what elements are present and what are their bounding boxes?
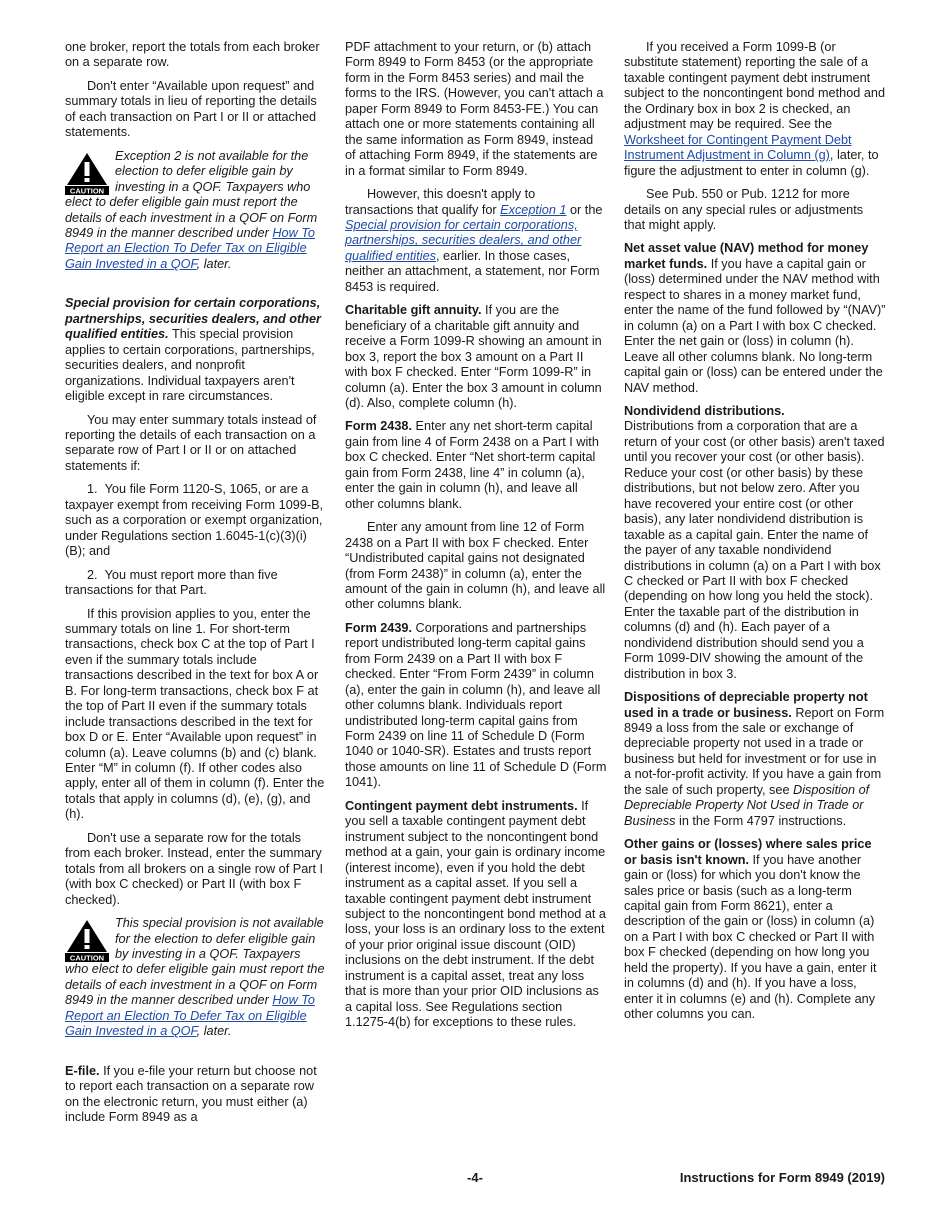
form-2439-text: Corporations and partnerships report undistributed long-term capital gains from Form 2439 on a Part II with box F checked. Enter “From Form 2439” in column (a), enter the gain in column (h), and leave all other columns blank. Individuals report undistributed long-term capital gains from Form 2439 on line 11 of Schedule D (Form 1040 or 1040-SR). Estates and trusts report those amounts on line 11 of Schedule D (Form 1041).: [345, 620, 607, 790]
paragraph: See Pub. 550 or Pub. 1212 for more details on any special rules or adjustments that might apply.: [624, 187, 864, 232]
page-footer: [65, 1170, 885, 1188]
page-number: -4-: [467, 1170, 483, 1185]
caution-icon: [65, 918, 109, 962]
special-provision-section: [65, 296, 327, 404]
text: , earlier. In those cases, neither an attachment, a statement, nor Form 8453 is required.: [345, 248, 600, 294]
column-2: [345, 40, 607, 1039]
paragraph: Don't use a separate row for the totals from each broker. Instead, enter the summary totals from all brokers on a single row of Part I (with box C checked) or Part II (with box F checked).: [65, 830, 324, 907]
special-provision-text: This special provision applies to certain corporations, partnerships, securities dealers, and nonprofit organizations. Individual taxpayers aren't eligible except in rare circumstances.: [65, 327, 315, 404]
charitable-section: [345, 303, 607, 411]
nav-section: [624, 241, 886, 396]
caution-text: This special provision is not available for the election to defer eligible gain by investing in a QOF. Taxpayers who elect to defer eligible gain must report the details of each investment in a QOF on Form 8949 in the manner described under: [65, 916, 325, 1008]
charitable-text: If you are the beneficiary of a charitable gift annuity and receive a Form 1099-R showing an amount in box 3, report the box 3 amount on a Part II with box F checked. Enter “Form 1099-R” in column (a). Enter the box 3 amount in column (d). Also, complete column (h).: [345, 303, 602, 410]
caution-label: CAUTION: [69, 186, 105, 195]
caution-icon: [65, 151, 109, 195]
charitable-heading: Charitable gift annuity.: [345, 303, 482, 318]
other-gains-text: If you have another gain or (loss) for which you don't know the sales price or basis (such as a long-term capital gain from Form 8621), enter a description of the gain or (loss) in column (a) on a Part I with box C checked or Part II with box F checked (depending on how long you held the property). If you have a gain, enter it in columns (d) and (h). If you have a loss, enter it in columns (e) and (h). Complete any other columns you can.: [624, 852, 877, 1022]
text: If you received a Form 1099-B (or substitute statement) reporting the sale of a taxable contingent payment debt instrument subject to the noncontingent bond method and the Ordinary box in box 2 is checked, an adjustment may be required. See the: [624, 40, 885, 132]
other-gains-heading: Other gains or (losses) where sales price or basis isn't known.: [624, 837, 872, 867]
contingent-heading: Contingent payment debt instruments.: [345, 798, 578, 813]
form-2439-section: [345, 621, 607, 791]
nav-heading: Net asset value (NAV) method for money market funds.: [624, 241, 869, 271]
nondividend-section: [624, 404, 886, 682]
caution-note-1: [65, 149, 327, 273]
link-worksheet-cpdi[interactable]: Worksheet for Contingent Payment Debt Instrument Adjustment in Column (g): [624, 132, 852, 163]
other-gains-section: [624, 837, 886, 1022]
form-2438-section: [345, 419, 607, 512]
list-item: 2. You must report more than five transactions for that Part.: [65, 567, 278, 598]
column-3: [624, 40, 886, 1031]
contingent-section: [345, 799, 607, 1031]
dispositions-heading: Dispositions of depreciable property not used in a trade or business.: [624, 690, 868, 720]
text: , later, to figure the adjustment to enter in column (g).: [624, 148, 879, 178]
link-exception-1[interactable]: Exception 1: [500, 202, 567, 217]
paragraph: [345, 187, 607, 295]
dispositions-section: [624, 690, 886, 829]
text-italic: Disposition of Depreciable Property Not Used in Trade or Business: [624, 782, 870, 828]
paragraph: [624, 40, 886, 179]
efile-text: If you e-file your return but choose not to report each transaction on a separate row on the electronic return, you must either (a) include Form 8949 as a: [65, 1063, 317, 1125]
caution-after: , later.: [196, 256, 232, 271]
paragraph: Don't enter “Available upon request” and summary totals in lieu of reporting the details of each transaction on Part I or II or attached statements.: [65, 78, 317, 140]
nav-text: If you have a capital gain or (loss) determined under the NAV method with respect to shares in a money market fund, enter the name of the fund followed by “(NAV)” in column (a) on a Part I with box C checked. Enter the net gain or (loss) in column (h). Leave all other columns blank. No long-term capital gain or (loss) can be entered under the NAV method.: [624, 256, 886, 395]
paragraph: If this provision applies to you, enter the summary totals on line 1. For short-term transactions, check box C at the top of Part I even if the summary totals include transactions described in the text for box A or B. For long-term transactions, check box F at the top of Part II even if the summary totals include transactions described in the text for box D or E. Enter “Available upon request” in column (a). Leave columns (b) and (c) blank. Enter “M” in column (f). If other codes also apply, enter all of them in column (f). Enter the totals that apply in columns (d), (e), (g), and (h).: [65, 606, 325, 822]
form-2438-text: Enter any net short-term capital gain from line 4 of Form 2438 on a Part I with box C checked. Enter “Net short-term capital gain from Form 2438, line 4” in column (a), enter the gain in column (h), and leave all other columns blank.: [345, 419, 599, 511]
text: or the: [566, 202, 603, 217]
link-report-election-qof[interactable]: How To Report an Election To Defer Tax on Eligible Gain Invested in a QOF: [65, 225, 315, 271]
form-2438-heading: Form 2438.: [345, 419, 412, 434]
nondividend-heading: Nondividend distributions.: [624, 403, 785, 418]
paragraph: You may enter summary totals instead of reporting the details of each transaction on a separate row of Part I or II or on attached statements if:: [65, 412, 317, 473]
document-title: Instructions for Form 8949 (2019): [679, 1170, 885, 1185]
paragraph: one broker, report the totals from each broker on a separate row.: [65, 40, 320, 70]
efile-heading: E-file.: [65, 1063, 100, 1078]
column-1: [65, 40, 327, 1134]
text: in the Form 4797 instructions.: [675, 813, 847, 828]
caution-label: CAUTION: [69, 953, 105, 963]
special-provision-heading: Special provision for certain corporations, partnerships, securities dealers, and other qualified entities.: [65, 296, 321, 342]
contingent-text: If you sell a taxable contingent payment debt instrument subject to the noncontingent bond method at a gain, your gain is ordinary income (interest income), even if you hold the debt instrument as a capital asset. If you sell a taxable contingent payment debt instrument subject to the noncontingent bond method at a loss, your loss is an ordinary loss to the extent of your prior original issue discount (OID) inclusions on the debt instrument. If the debt instrument is a capital asset, treat any loss that is more than your prior OID inclusions as a capital loss. See Regulations section 1.1275-4(b) for exceptions to these rules.: [345, 798, 606, 1030]
efile-section: [65, 1064, 327, 1126]
list-item: 1. You file Form 1120-S, 1065, or are a taxpayer exempt from receiving Form 1099-B, such as a corporation or exempt organization, under Regulations section 1.6045-1(c)(3)(i)(B); and: [65, 482, 324, 559]
link-report-election-qof[interactable]: How To Report an Election To Defer Tax on Eligible Gain Invested in a QOF: [65, 993, 315, 1039]
text: Report on Form 8949 a loss from the sale or exchange of depreciable property not used in a trade or business but held for investment or for use in a not-for-profit activity. If you have a gain from the sale of such property, see: [624, 705, 885, 797]
paragraph: Enter any amount from line 12 of Form 2438 on a Part II with box F checked. Enter “Undistributed capital gains not designated (from Form 2438)” in column (a), enter the amount of the gain in column (h), and leave all other columns blank.: [345, 520, 606, 612]
nondividend-text: Distributions from a corporation that are a return of your cost (or other basis) aren't taxed until you recover your cost (or other basis). Reduce your cost (or other basis) by these distributions, but not below zero. After you have recovered your entire cost (or other basis), any later nondividend distribution is taxable as a capital gain. Enter the name of the payer of any taxable nondividend distributions in column (a) on a Part I with box C checked or Part II with box F checked (depending on how long you held the stock). Enter the taxable part of the distribution in columns (d) and (h). Each payer of a nondividend distribution should send you a Form 1099-DIV showing the amount of the distribution in box 3.: [624, 419, 885, 681]
paragraph: PDF attachment to your return, or (b) attach Form 8949 to Form 8453 (or the appropriate form in the Form 8453 series) and mail the forms to the IRS. (However, you can't attach a paper Form 8949 to Form 8453-FE.) You can attach one or more statements containing all the same information as Form 8949, instead of attaching Form 8949, if the statements are in a format similar to Form 8949.: [345, 40, 604, 178]
caution-after: , later.: [196, 1024, 232, 1039]
caution-note-2: [65, 916, 327, 1040]
text: However, this doesn't apply to transactions that qualify for: [345, 187, 536, 217]
caution-text: Exception 2 is not available for the election to defer eligible gain by investing in a QOF. Taxpayers who elect to defer eligible gain must report the details of each investment in a QOF on Form 8949 in the manner described under: [65, 148, 318, 240]
form-2439-heading: Form 2439.: [345, 620, 412, 635]
link-special-provision[interactable]: Special provision for certain corporations, partnerships, securities dealers, and other qualified entities: [345, 217, 582, 263]
